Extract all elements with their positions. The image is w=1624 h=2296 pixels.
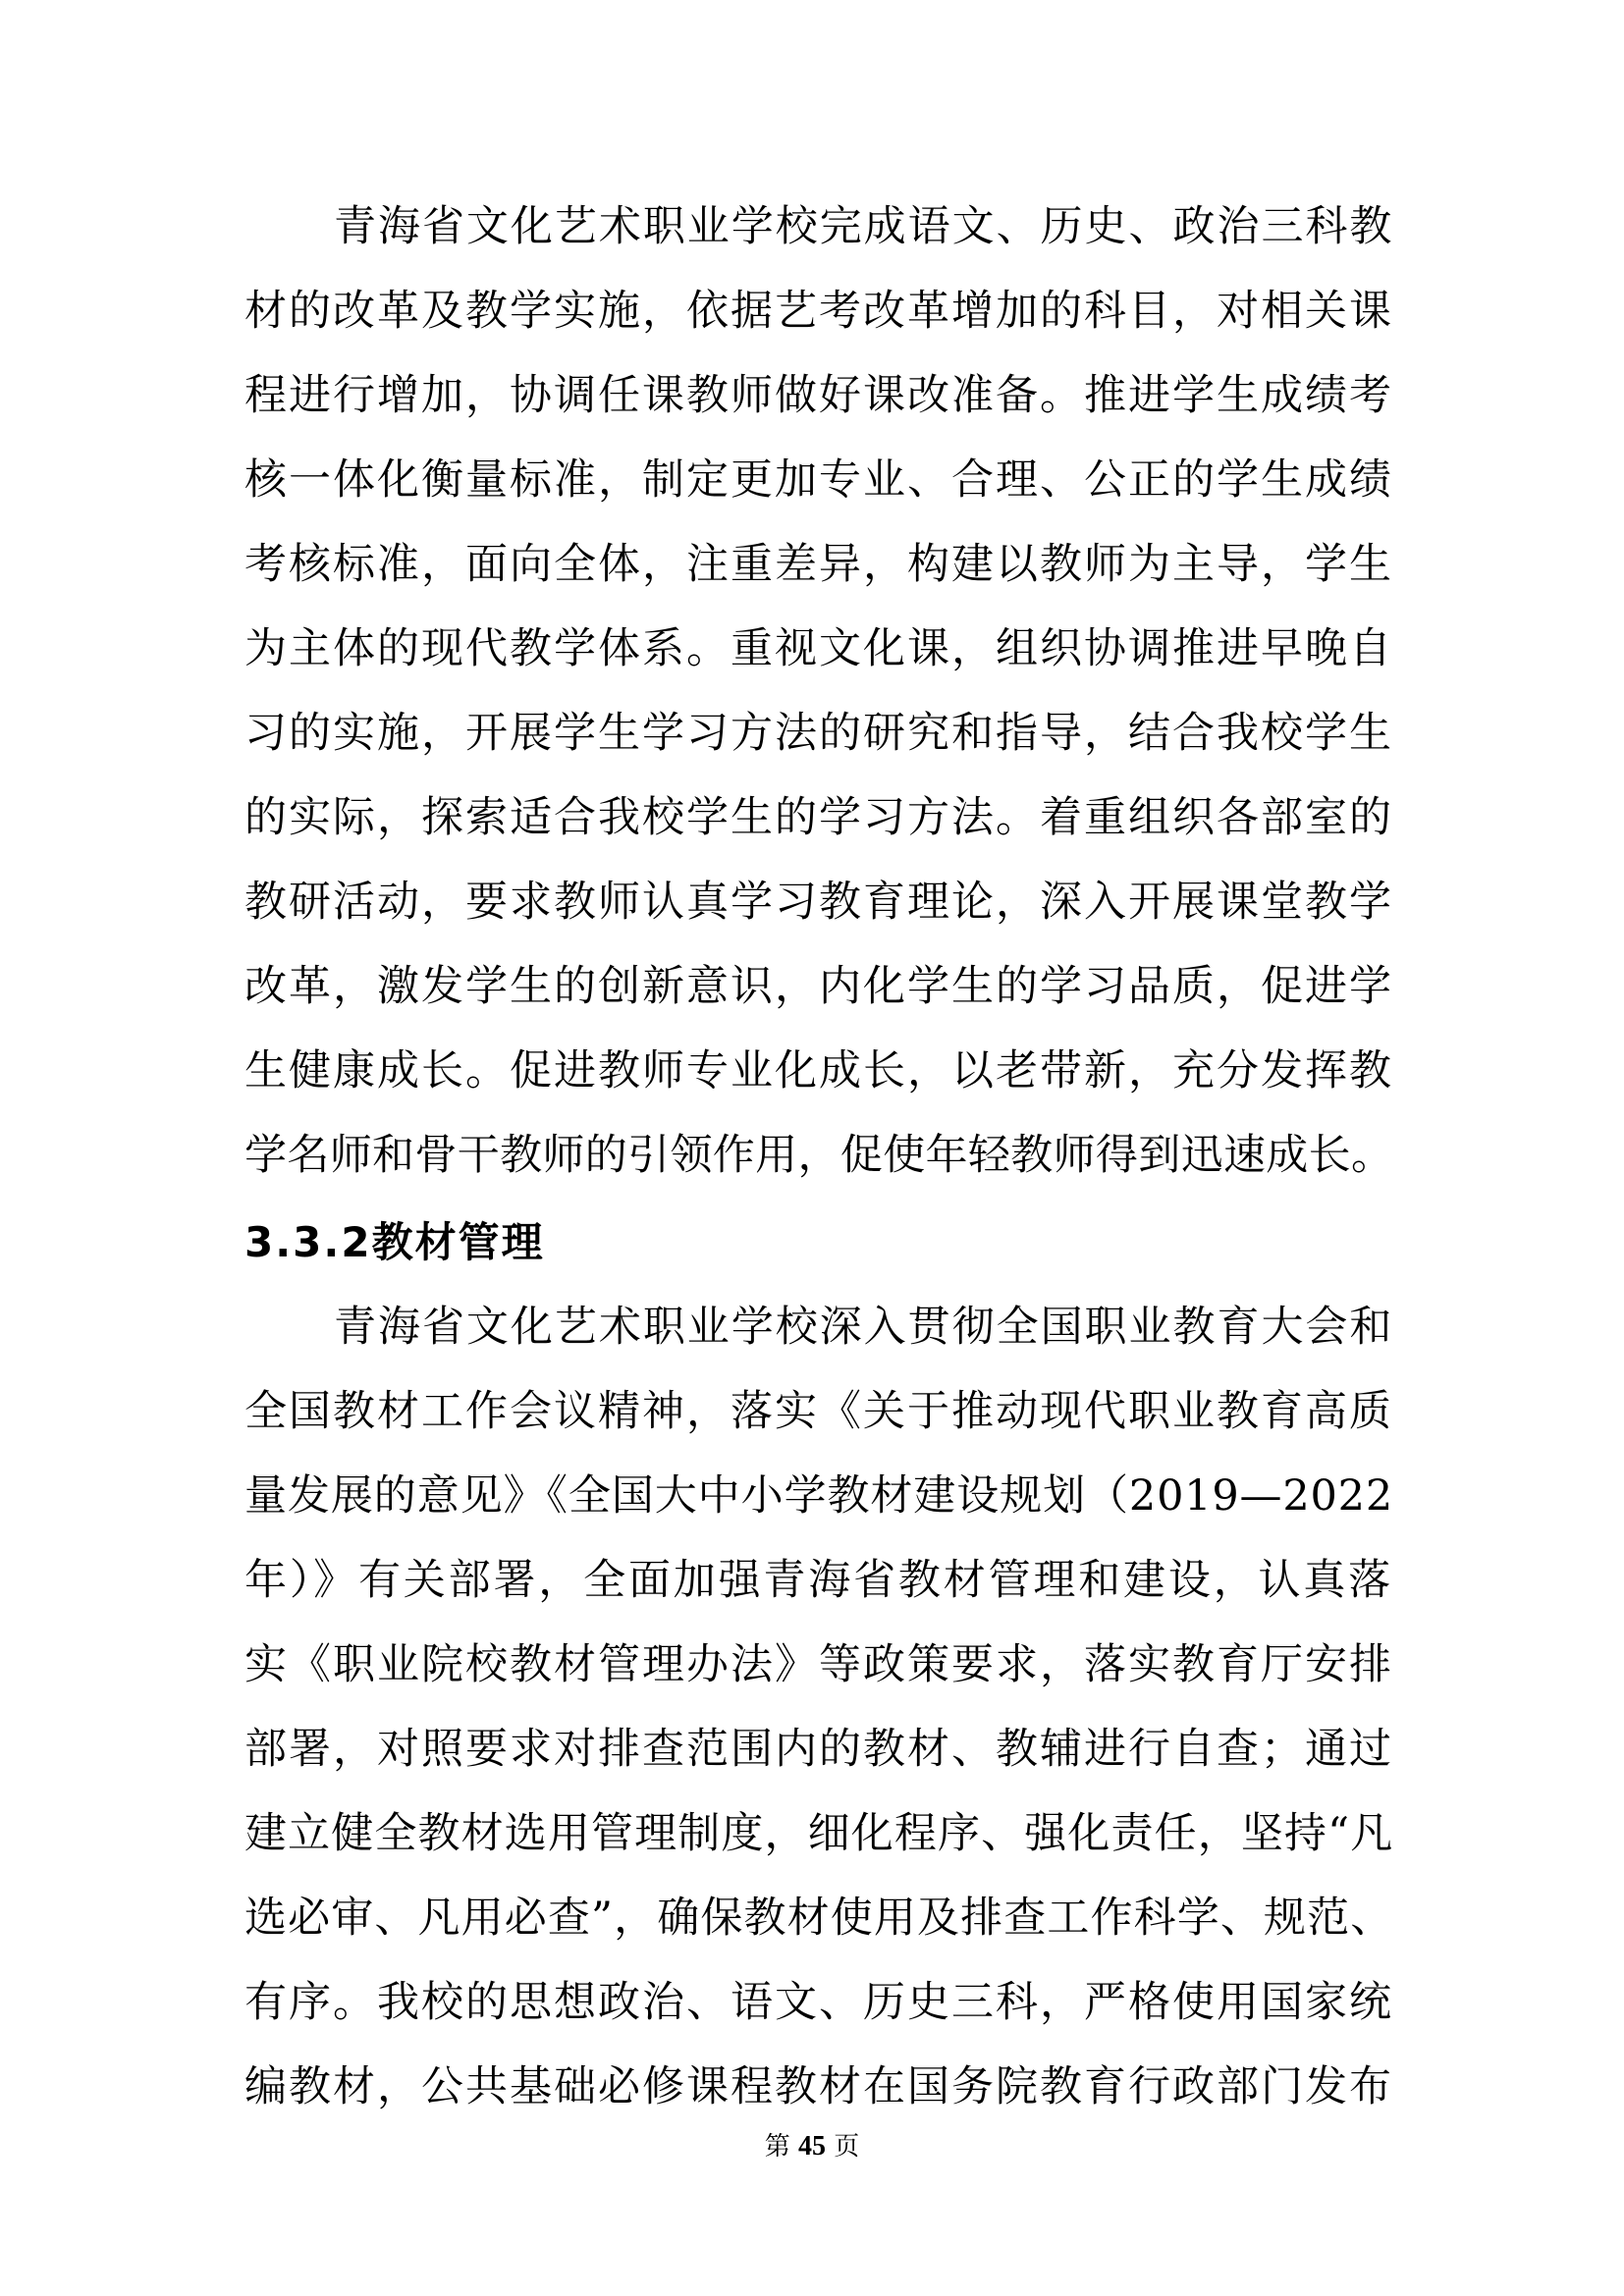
paragraph-line: 为主体的现代教学体系。重视文化课，组织协调推进早晚自 bbox=[244, 624, 1393, 673]
page-number-prefix: 第 bbox=[764, 2132, 790, 2162]
paragraph-line: 考核标准，面向全体，注重差异，构建以教师为主导，学生 bbox=[244, 540, 1393, 589]
paragraph-line: 建立健全教材选用管理制度，细化程序、强化责任，坚持“凡 bbox=[244, 1809, 1393, 1858]
paragraph-line: 选必审、凡用必查”，确保教材使用及排查工作科学、规范、 bbox=[244, 1894, 1393, 1943]
paragraph-line: 生健康成长。促进教师专业化成长，以老带新，充分发挥教 bbox=[244, 1046, 1393, 1095]
paragraph-line: 学名师和骨干教师的引领作用，促使年轻教师得到迅速成长。 bbox=[244, 1131, 1393, 1180]
paragraph-line: 青海省文化艺术职业学校完成语文、历史、政治三科教 bbox=[334, 202, 1393, 251]
paragraph-line: 的实际，探索适合我校学生的学习方法。着重组织各部室的 bbox=[244, 793, 1393, 842]
paragraph-line: 程进行增加，协调任课教师做好课改准备。推进学生成绩考 bbox=[244, 371, 1393, 420]
paragraph-line: 实《职业院校教材管理办法》等政策要求，落实教育厅安排 bbox=[244, 1640, 1393, 1689]
paragraph-line: 编教材，公共基础必修课程教材在国务院教育行政部门发布 bbox=[244, 2062, 1393, 2111]
paragraph-line: 部署，对照要求对排查范围内的教材、教辅进行自查；通过 bbox=[244, 1725, 1393, 1774]
page-number: 45 bbox=[798, 2131, 826, 2162]
paragraph-line: 有序。我校的思想政治、语文、历史三科，严格使用国家统 bbox=[244, 1978, 1393, 2027]
paragraph-line: 教研活动，要求教师认真学习教育理论，深入开展课堂教学 bbox=[244, 878, 1393, 927]
paragraph-line: 量发展的意见》《全国大中小学教材建设规划（2019—2022 bbox=[244, 1471, 1393, 1521]
page-number-suffix: 页 bbox=[834, 2132, 860, 2162]
paragraph-curriculum-reform bbox=[244, 185, 1393, 1198]
paragraph-line: 青海省文化艺术职业学校深入贯彻全国职业教育大会和 bbox=[334, 1303, 1393, 1352]
paragraph-line: 核一体化衡量标准，制定更加专业、合理、公正的学生成绩 bbox=[244, 455, 1393, 505]
paragraph-line: 年）》有关部署，全面加强青海省教材管理和建设，认真落 bbox=[244, 1556, 1393, 1605]
page-footer bbox=[0, 2127, 1624, 2166]
paragraph-textbook-management bbox=[244, 1285, 1393, 2129]
section-heading: 3.3.2教材管理 bbox=[244, 1218, 545, 1266]
paragraph-line: 材的改革及教学实施，依据艺考改革增加的科目，对相关课 bbox=[244, 287, 1393, 336]
paragraph-line: 改革，激发学生的创新意识，内化学生的学习品质，促进学 bbox=[244, 962, 1393, 1011]
paragraph-line: 全国教材工作会议精神，落实《关于推动现代职业教育高质 bbox=[244, 1387, 1393, 1436]
paragraph-line: 习的实施，开展学生学习方法的研究和指导，结合我校学生 bbox=[244, 709, 1393, 758]
